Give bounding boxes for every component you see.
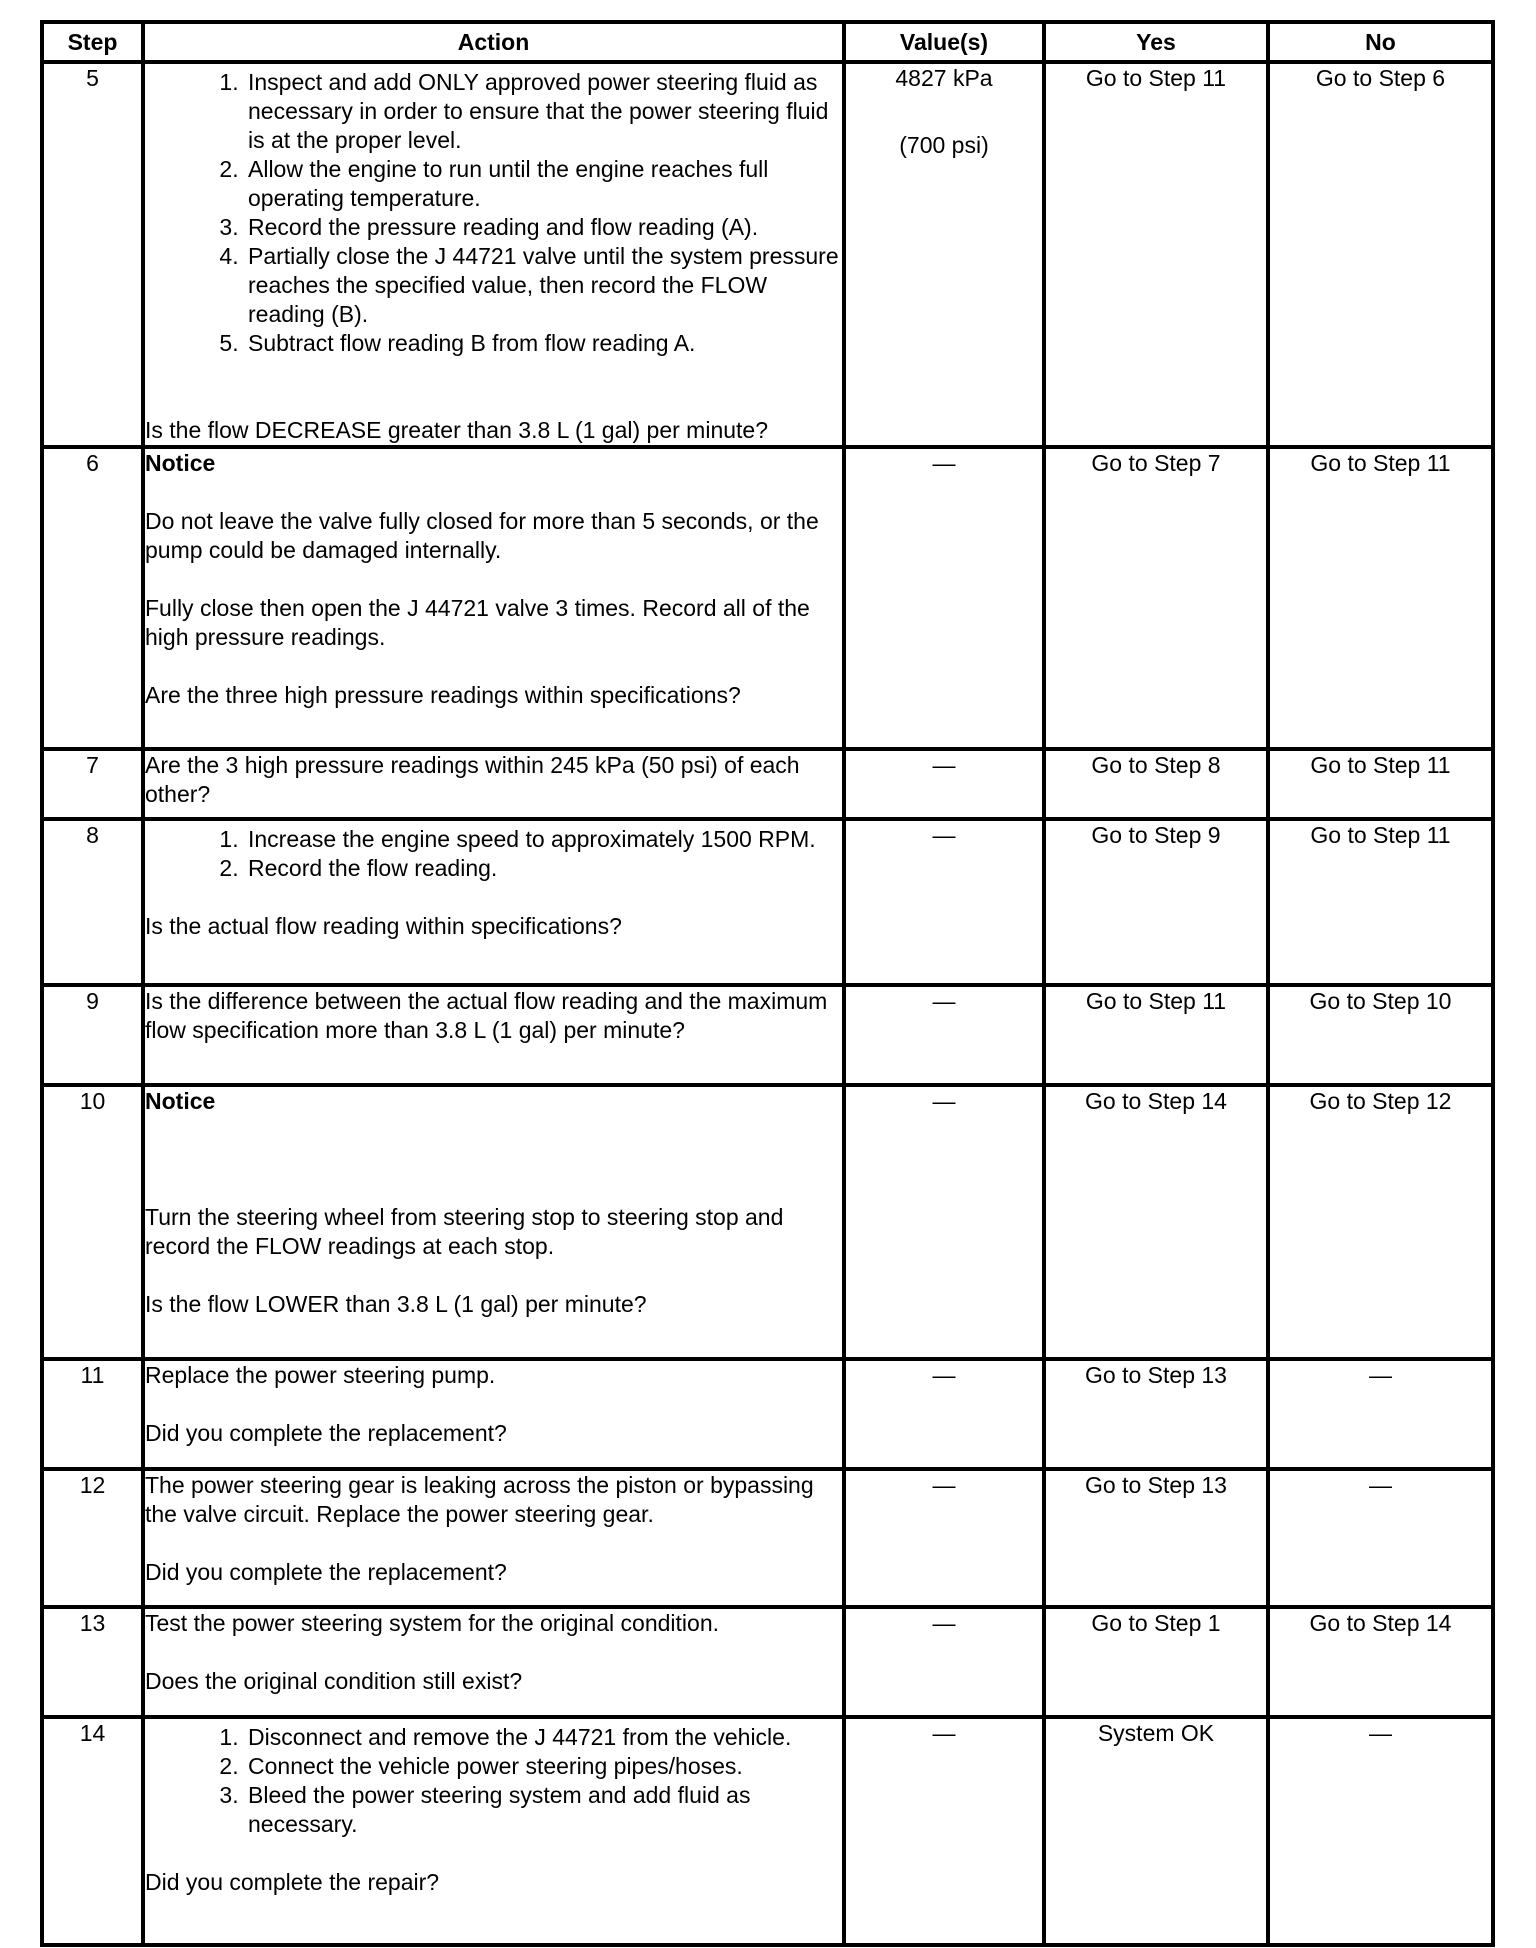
step-number: 13 bbox=[42, 1607, 143, 1717]
header-row bbox=[42, 22, 1493, 62]
list-item: 3. Record the pressure reading and flow reading (A). bbox=[245, 213, 842, 242]
table-row-step-5 bbox=[42, 62, 1493, 447]
action-list bbox=[145, 825, 842, 883]
yes-cell: Go to Step 11 bbox=[1044, 985, 1268, 1085]
value-cell bbox=[844, 62, 1044, 447]
no-cell: Go to Step 11 bbox=[1268, 749, 1493, 819]
step-number: 11 bbox=[42, 1359, 143, 1469]
header-action: Action bbox=[143, 22, 844, 62]
step-number: 12 bbox=[42, 1469, 143, 1607]
yes-cell: Go to Step 8 bbox=[1044, 749, 1268, 819]
no-cell: — bbox=[1268, 1359, 1493, 1469]
table-row-step-9 bbox=[42, 985, 1493, 1085]
instruction-text: Test the power steering system for the original condition. bbox=[145, 1610, 720, 1636]
value-cell: — bbox=[844, 1359, 1044, 1469]
step-number: 10 bbox=[42, 1085, 143, 1359]
yes-cell: Go to Step 13 bbox=[1044, 1359, 1268, 1469]
yes-cell: Go to Step 13 bbox=[1044, 1469, 1268, 1607]
yes-cell: System OK bbox=[1044, 1717, 1268, 1945]
question-text: Is the difference between the actual flow reading and the maximum flow specification more than 3.8 L (1 gal) per minute? bbox=[145, 988, 828, 1043]
notice-label: Notice bbox=[145, 450, 216, 476]
question-text: Does the original condition still exist? bbox=[145, 1668, 523, 1694]
list-item: 2. Allow the engine to run until the engine reaches full operating temperature. bbox=[245, 155, 842, 213]
table-row-step-11 bbox=[42, 1359, 1493, 1469]
notice-text: Do not leave the valve fully closed for more than 5 seconds, or the pump could be damaged internally. bbox=[145, 508, 819, 563]
question-text: Is the flow LOWER than 3.8 L (1 gal) per minute? bbox=[145, 1291, 647, 1317]
value-psi: (700 psi) bbox=[899, 132, 989, 158]
action-cell bbox=[143, 1717, 844, 1945]
question-text: Are the 3 high pressure readings within 245 kPa (50 psi) of each other? bbox=[145, 752, 800, 807]
notice-label: Notice bbox=[145, 1088, 216, 1114]
action-list bbox=[145, 1723, 842, 1839]
header-values: Value(s) bbox=[844, 22, 1044, 62]
table-row-step-13 bbox=[42, 1607, 1493, 1717]
value-kpa: 4827 kPa bbox=[895, 65, 993, 91]
header-no: No bbox=[1268, 22, 1493, 62]
list-item: 2. Connect the vehicle power steering pipes/hoses. bbox=[245, 1752, 842, 1781]
action-list bbox=[145, 68, 842, 358]
list-item: 5. Subtract flow reading B from flow reading A. bbox=[245, 329, 842, 358]
no-cell: — bbox=[1268, 1469, 1493, 1607]
list-item: 3. Bleed the power steering system and add fluid as necessary. bbox=[245, 1781, 842, 1839]
instruction-text: The power steering gear is leaking across the piston or bypassing the valve circuit. Replace the power steering gear. bbox=[145, 1472, 814, 1527]
step-number: 5 bbox=[42, 62, 143, 447]
no-cell: Go to Step 12 bbox=[1268, 1085, 1493, 1359]
list-item: 1. Disconnect and remove the J 44721 from the vehicle. bbox=[245, 1723, 842, 1752]
list-item: 4. Partially close the J 44721 valve until the system pressure reaches the specified value, then record the FLOW reading (B). bbox=[245, 242, 842, 329]
list-item: 2. Record the flow reading. bbox=[245, 854, 842, 883]
step-number: 14 bbox=[42, 1717, 143, 1945]
list-item: 1. Increase the engine speed to approximately 1500 RPM. bbox=[245, 825, 842, 854]
action-cell bbox=[143, 447, 844, 749]
table-row-step-7 bbox=[42, 749, 1493, 819]
question-text: Did you complete the repair? bbox=[145, 1869, 440, 1895]
value-cell: — bbox=[844, 1717, 1044, 1945]
table-row-step-12 bbox=[42, 1469, 1493, 1607]
value-cell: — bbox=[844, 447, 1044, 749]
question-text: Did you complete the replacement? bbox=[145, 1420, 507, 1446]
instruction-text: Replace the power steering pump. bbox=[145, 1362, 496, 1388]
step-number: 6 bbox=[42, 447, 143, 749]
table-row-step-6 bbox=[42, 447, 1493, 749]
action-cell bbox=[143, 819, 844, 985]
action-cell bbox=[143, 62, 844, 447]
table-row-step-10 bbox=[42, 1085, 1493, 1359]
value-cell: — bbox=[844, 1469, 1044, 1607]
instruction-text: Fully close then open the J 44721 valve 3 times. Record all of the high pressure readings. bbox=[145, 595, 810, 650]
list-item: 1. Inspect and add ONLY approved power steering fluid as necessary in order to ensure that the power steering fluid is at the proper level. bbox=[245, 68, 842, 155]
value-cell: — bbox=[844, 1085, 1044, 1359]
no-cell: Go to Step 11 bbox=[1268, 447, 1493, 749]
no-cell: Go to Step 10 bbox=[1268, 985, 1493, 1085]
no-cell: Go to Step 14 bbox=[1268, 1607, 1493, 1717]
value-cell: — bbox=[844, 985, 1044, 1085]
no-cell: — bbox=[1268, 1717, 1493, 1945]
action-cell bbox=[143, 749, 844, 819]
header-step: Step bbox=[42, 22, 143, 62]
action-cell bbox=[143, 985, 844, 1085]
yes-cell: Go to Step 7 bbox=[1044, 447, 1268, 749]
action-cell bbox=[143, 1469, 844, 1607]
instruction-text: Turn the steering wheel from steering stop to steering stop and record the FLOW readings at each stop. bbox=[145, 1204, 784, 1259]
step-number: 9 bbox=[42, 985, 143, 1085]
header-yes: Yes bbox=[1044, 22, 1268, 62]
yes-cell: Go to Step 9 bbox=[1044, 819, 1268, 985]
value-cell: — bbox=[844, 749, 1044, 819]
question-text: Are the three high pressure readings within specifications? bbox=[145, 682, 741, 708]
no-cell: Go to Step 11 bbox=[1268, 819, 1493, 985]
yes-cell: Go to Step 11 bbox=[1044, 62, 1268, 447]
yes-cell: Go to Step 14 bbox=[1044, 1085, 1268, 1359]
action-cell bbox=[143, 1359, 844, 1469]
step-number: 7 bbox=[42, 749, 143, 819]
value-cell: — bbox=[844, 819, 1044, 985]
question-text: Is the actual flow reading within specifications? bbox=[145, 913, 622, 939]
yes-cell: Go to Step 1 bbox=[1044, 1607, 1268, 1717]
action-cell bbox=[143, 1085, 844, 1359]
diagnostic-table bbox=[40, 20, 1495, 1947]
table-row-step-14 bbox=[42, 1717, 1493, 1945]
table-row-step-8 bbox=[42, 819, 1493, 985]
action-cell bbox=[143, 1607, 844, 1717]
question-text: Is the flow DECREASE greater than 3.8 L (1 gal) per minute? bbox=[145, 417, 769, 443]
value-cell: — bbox=[844, 1607, 1044, 1717]
question-text: Did you complete the replacement? bbox=[145, 1559, 507, 1585]
step-number: 8 bbox=[42, 819, 143, 985]
no-cell: Go to Step 6 bbox=[1268, 62, 1493, 447]
